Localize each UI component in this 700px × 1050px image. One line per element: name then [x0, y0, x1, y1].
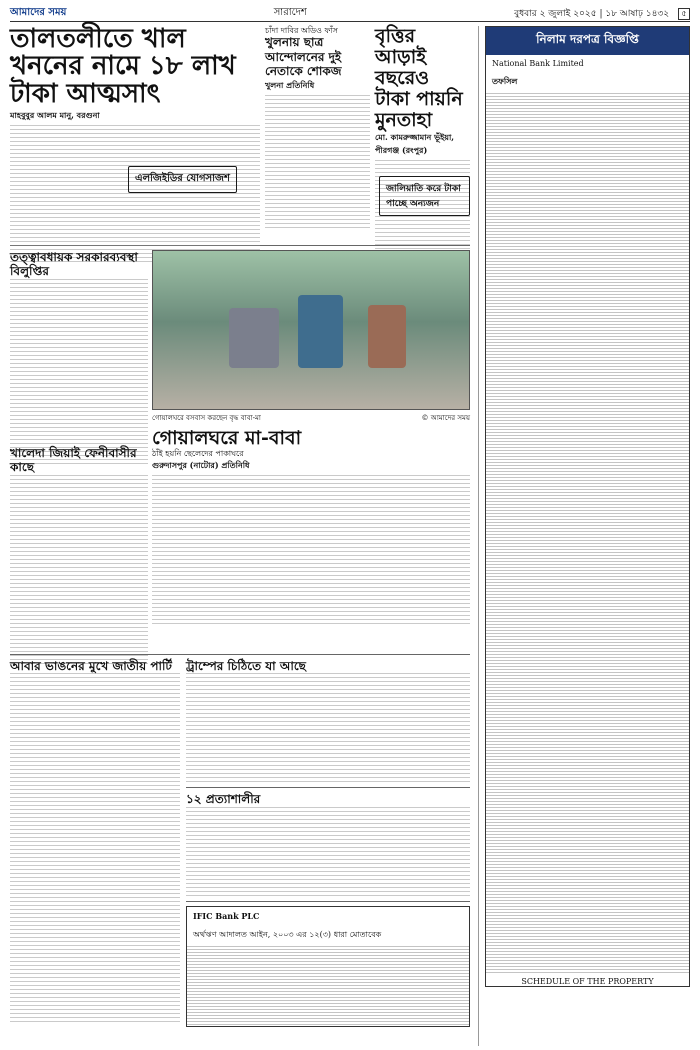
- story-7: [10, 659, 180, 1023]
- story-2-text: [265, 95, 370, 230]
- date-text: বুধবার ২ জুলাই ২০২৫ | ১৮ আষাঢ় ১৪৩২: [514, 8, 670, 19]
- story-3-callout: জালিয়াতি করে টাকা পাচ্ছে অন্যজন: [379, 176, 470, 216]
- story-1-text: [10, 125, 260, 265]
- story-6-headline: গোয়ালঘরে মা-বাবা: [152, 427, 302, 449]
- story-6-subhead: ঠাঁই হয়নি ছেলেদের পাকাঘরে: [152, 448, 244, 458]
- story-7-text: [10, 673, 180, 1023]
- story-4-text: [10, 279, 148, 464]
- ific-notice: [186, 906, 470, 1027]
- story-6-byline: গুরুদাসপুর (নাটোর) প্রতিনিধি: [152, 460, 250, 471]
- story-3-headline: বৃত্তির আড়াই বছরেও টাকা পায়নি মুনতাহা: [375, 25, 463, 131]
- story-9-text: [186, 807, 470, 897]
- story-9-headline: ১২ প্রত্যাশালীর: [186, 792, 261, 807]
- section-name: সারাদেশ: [273, 6, 307, 18]
- story-5-headline: খালেদা জিয়াই ফেনীবাসীর কাছে: [10, 446, 137, 475]
- middle-row: [10, 250, 470, 650]
- schedule-label: তফসিল: [492, 76, 518, 86]
- auction-notice-text: [486, 93, 689, 973]
- story-2-kicker: চাঁদা দাবির অডিও ফাঁস: [265, 26, 338, 35]
- story-2-byline: খুলনা প্রতিনিধি: [265, 80, 315, 91]
- auction-notice-title: নিলাম দরপত্র বিজ্ঞপ্তি: [486, 27, 689, 55]
- date-line: [514, 6, 690, 21]
- ific-notice-label: অর্থঋণ আদালত আইন, ২০০৩ এর ১২(৩) ধারা মোতাবেক: [193, 929, 382, 939]
- auction-notice: [485, 26, 690, 987]
- story-4: [10, 250, 148, 464]
- story-6-text: [152, 475, 470, 625]
- story-2: [265, 26, 370, 230]
- top-row: [10, 26, 470, 241]
- story-8-text: [186, 673, 470, 783]
- story-4-headline: তত্ত্বাবধায়ক সরকারব্যবস্থা বিলুপ্তির: [10, 250, 138, 279]
- story-7-headline: আবার ভাঙনের মুখে জাতীয় পার্টি: [10, 659, 172, 673]
- story-2-headline: খুলনায় ছাত্র আন্দোলনের দুই নেতাকে শোকজ: [265, 35, 342, 78]
- schedule-footer: SCHEDULE OF THE PROPERTY: [521, 977, 654, 986]
- story-8-headline: ট্রাম্পের চিঠিতে যা আছে: [186, 659, 306, 673]
- story-5-text: [10, 475, 148, 665]
- page-number: ৫: [678, 8, 690, 20]
- story-1-badge: এলজিইডির যোগসাজশ: [128, 166, 237, 193]
- main-news-area: [10, 26, 470, 1046]
- bottom-row: [10, 659, 470, 1039]
- story-1-byline: মাহবুবুর আলম মানু, বরগুনা: [10, 109, 100, 120]
- story-8: [186, 659, 470, 1027]
- photo-caption: গোয়ালঘরে বসবাস করছেন বৃদ্ধ বাবা-মা © আমাদের সময়: [152, 414, 470, 422]
- ific-notice-text: [187, 946, 469, 1026]
- story-5: [10, 446, 148, 665]
- ific-notice-title: IFIC Bank PLC: [193, 910, 260, 921]
- bank-name: National Bank Limited: [492, 59, 584, 68]
- newspaper-logo: আমাদের সময়: [10, 6, 67, 18]
- story-photo: [152, 250, 470, 410]
- story-3-byline: মো. কামরুজ্জামান ভূঁইয়া, পীরগঞ্জ (রংপুর): [375, 132, 455, 156]
- story-6: [152, 250, 470, 625]
- right-column: [478, 26, 690, 1046]
- story-1-headline: তালতলীতে খাল খননের নামে ১৮ লাখ টাকা আত্মসাৎ: [10, 24, 236, 109]
- page-header: [10, 8, 690, 22]
- story-1: [10, 26, 260, 265]
